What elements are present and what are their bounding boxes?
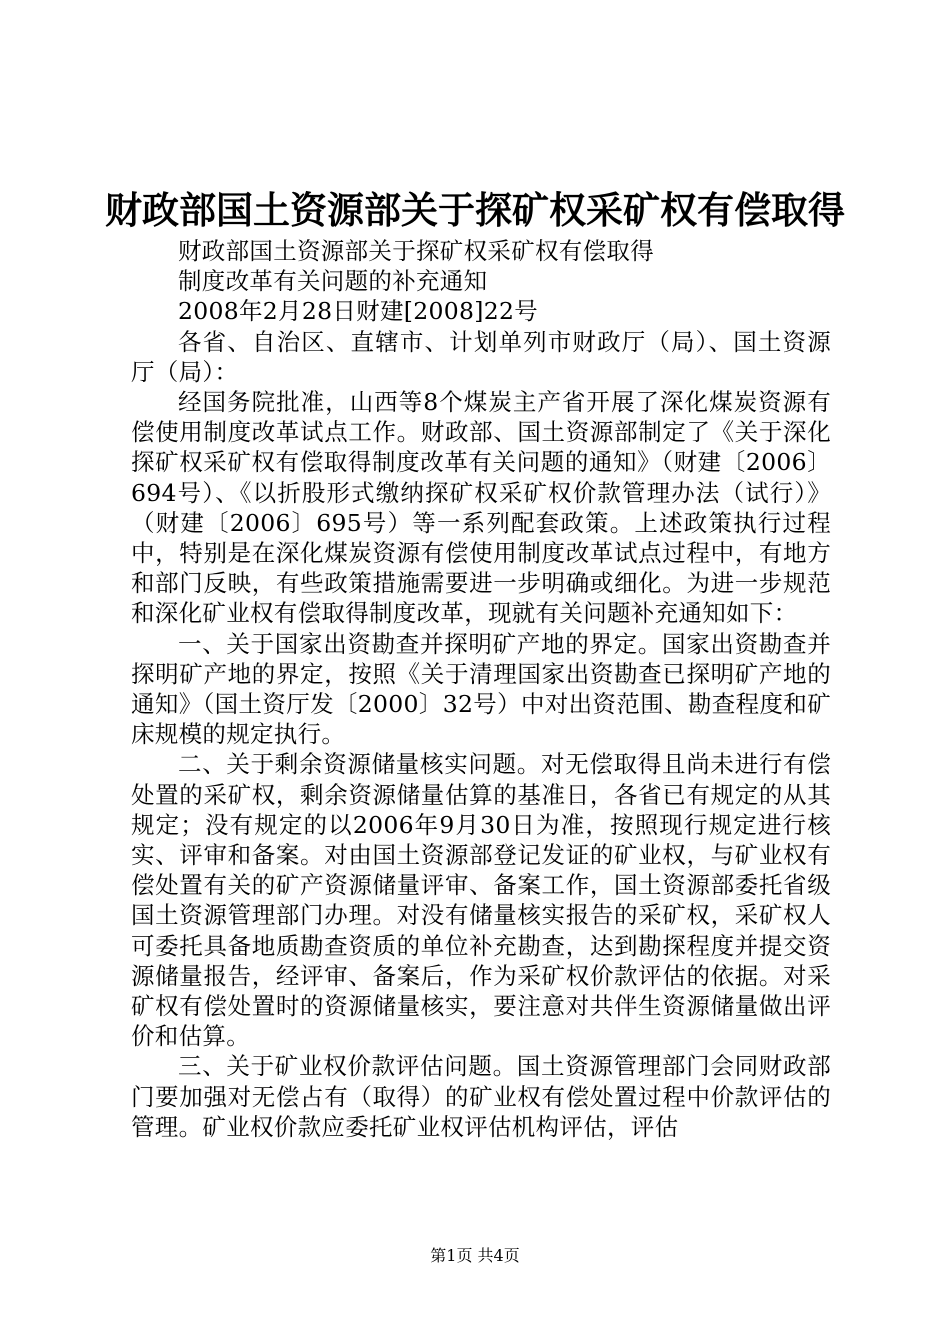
salutation: 各省、自治区、直辖市、计划单列市财政厅（局）、国土资源厅（局）： <box>131 327 831 386</box>
notice-heading-line-1: 财政部国土资源部关于探矿权采矿权有偿取得 <box>178 237 654 265</box>
paragraph-section-1: 一、关于国家出资勘查并探明矿产地的界定。国家出资勘查并探明矿产地的界定，按照《关于清理国家出资勘查已探明矿产地的通知》（国土资厅发〔2000〕32号）中对出资范围、勘查程度和矿床规模的规定执行。 <box>131 629 831 749</box>
paragraph-section-3: 三、关于矿业权价款评估问题。国土资源管理部门会同财政部门要加强对无偿占有（取得）的矿业权有偿处置过程中价款评估的管理。矿业权价款应委托矿业权评估机构评估，评估 <box>131 1052 831 1141</box>
document-title: 财政部国土资源部关于探矿权采矿权有偿取得 <box>105 188 845 232</box>
notice-date-and-number: 2008年2月28日财建[2008]22号 <box>178 297 539 326</box>
paragraph-section-2: 二、关于剩余资源储量核实问题。对无偿取得且尚未进行有偿处置的采矿权，剩余资源储量估算的基准日，各省已有规定的从其规定；没有规定的以2006年9月30日为准，按照现行规定进行核实、评审和备案。对由国土资源部登记发证的矿业权，与矿业权有偿处置有关的矿产资源储量评审、备案工作，国土资源部委托省级国土资源管理部门办理。对没有储量核实报告的采矿权，采矿权人可委托具备地质勘查资质的单位补充勘查，达到勘探程度并提交资源储量报告，经评审、备案后，作为采矿权价款评估的依据。对采矿权有偿处置时的资源储量核实，要注意对共伴生资源储量做出评价和估算。 <box>131 750 831 1051</box>
document-body <box>131 236 831 1142</box>
paragraph-intro: 经国务院批准，山西等8个煤炭主产省开展了深化煤炭资源有偿使用制度改革试点工作。财政部、国土资源部制定了《关于深化探矿权采矿权有偿取得制度改革有关问题的通知》（财建〔2006〕694号）、《以折股形式缴纳探矿权采矿权价款管理办法（试行）》（财建〔2006〕695号）等一系列配套政策。上述政策执行过程中，特别是在深化煤炭资源有偿使用制度改革试点过程中，有地方和部门反映，有些政策措施需要进一步明确或细化。为进一步规范和深化矿业权有偿取得制度改革，现就有关问题补充通知如下： <box>131 388 831 628</box>
notice-heading-line-2: 制度改革有关问题的补充通知 <box>178 267 488 296</box>
page-number-footer: 第1页 共4页 <box>430 1246 520 1265</box>
